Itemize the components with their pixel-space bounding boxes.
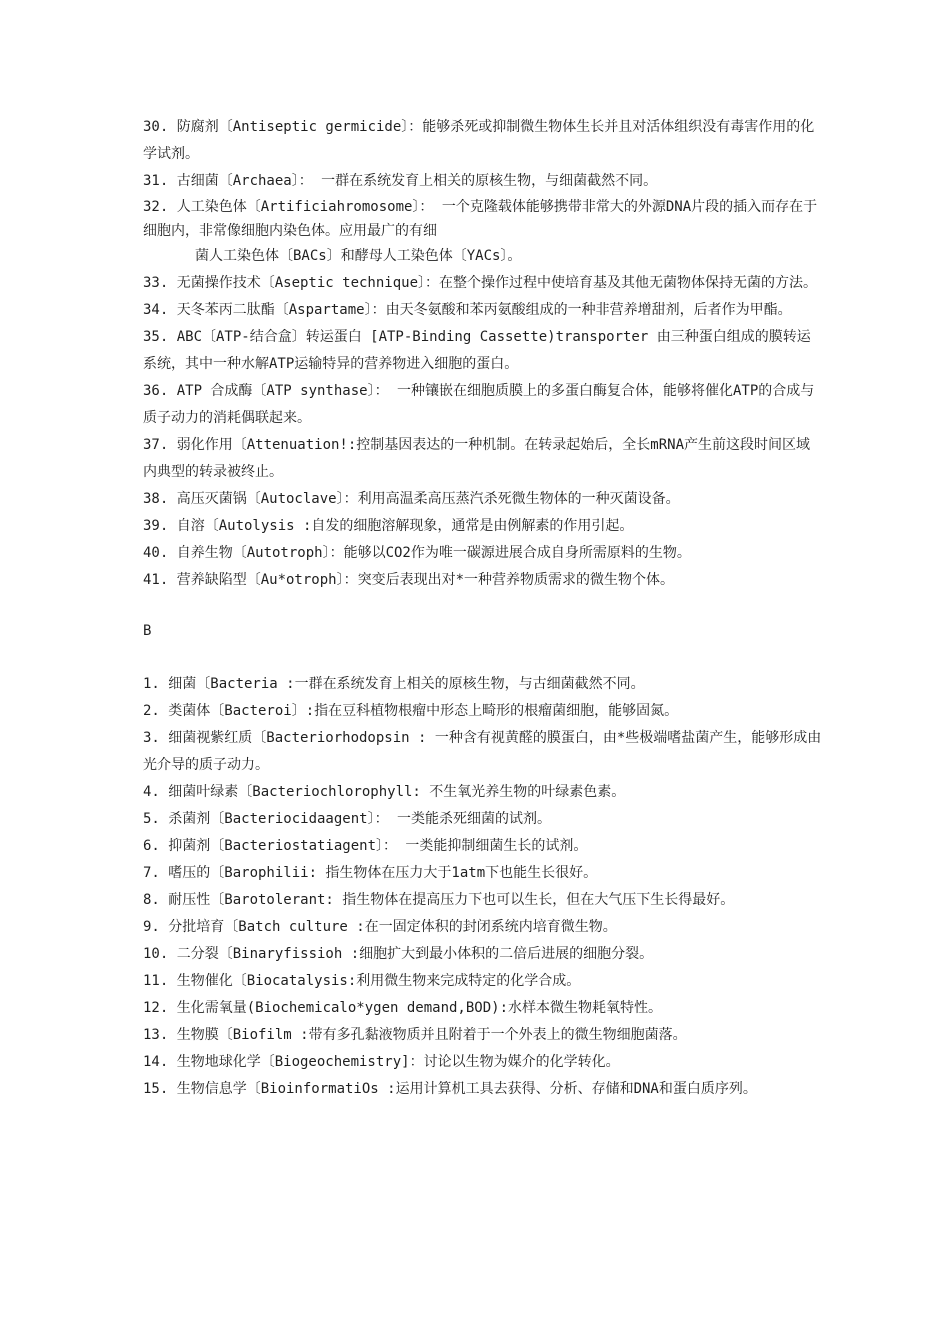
entry-b8: 8. 耐压性〔Barotolerant: 指生物体在提高压力下也可以生长，但在大气压下生长得最好。 (143, 892, 735, 908)
entry-32-continuation: 菌人工染色体〔BACs〕和酵母人工染色体〔YACs〕。 (195, 248, 522, 264)
entry-b7: 7. 嗜压的〔Barophilii: 指生物体在压力大于1atm下也能生长很好。 (143, 865, 598, 881)
entry-37: 37. 弱化作用〔Attenuation!:控制基因表达的一种机制。在转录起始后，全长mRNA产生前这段时间区域内典型的转录被终止。 (143, 437, 811, 480)
entry-b14: 14. 生物地球化学〔Biogeochemistry]：讨论以生物为媒介的化学转化。 (143, 1054, 620, 1070)
entry-30: 30. 防腐剂〔Antiseptic germicide〕：能够杀死或抑制微生物体生长并且对活体组织没有毒害作用的化学试剂。 (143, 119, 815, 162)
entry-b1: 1. 细菌〔Bacteria :一群在系统发育上相关的原核生物，与古细菌截然不同。 (143, 676, 645, 692)
entry-b3: 3. 细菌视紫红质〔Bacteriorhodopsin : 一种含有视黄醛的膜蛋白，由*些极端嗜盐菌产生，能够形成由光介导的质子动力。 (143, 730, 822, 773)
entry-b10: 10. 二分裂〔Binaryfissioh :细胞扩大到最小体积的二倍后进展的细胞分裂。 (143, 946, 654, 962)
entry-31: 31. 古细菌〔Archaea〕： 一群在系统发育上相关的原核生物，与细菌截然不同。 (143, 173, 658, 189)
entry-41: 41. 营养缺陷型〔Au*otroph〕：突变后表现出对*一种营养物质需求的微生物个体。 (143, 572, 675, 588)
entry-40: 40. 自养生物〔Autotroph〕：能够以CO2作为唯一碳源进展合成自身所需原料的生物。 (143, 545, 691, 561)
entry-36: 36. ATP 合成酶〔ATP synthase〕： 一种镶嵌在细胞质膜上的多蛋白酶复合体，能够将催化ATP的合成与质子动力的消耗偶联起来。 (143, 383, 815, 426)
entry-b5: 5. 杀菌剂〔Bacteriocidaagent〕： 一类能杀死细菌的试剂。 (143, 811, 552, 827)
entry-b13: 13. 生物膜〔Biofilm :带有多孔黏液物质并且附着于一个外表上的微生物细胞菌落。 (143, 1027, 687, 1043)
entry-35: 35. ABC〔ATP-结合盒〕转运蛋白 [ATP-Binding Cassette)transporter 由三种蛋白组成的膜转运系统，其中一种水解ATP运输特异的营养物进入细胞的蛋白。 (143, 329, 811, 372)
entry-b15: 15. 生物信息学〔BioinformatiOs :运用计算机工具去获得、分析、存储和DNA和蛋白质序列。 (143, 1081, 757, 1097)
entry-b4: 4. 细菌叶绿素〔Bacteriochlorophyll: 不生氧光养生物的叶绿素色素。 (143, 784, 626, 800)
entry-38: 38. 高压灭菌锅〔Autoclave〕：利用高温柔高压蒸汽杀死微生物体的一种灭菌设备。 (143, 491, 680, 507)
entry-b12: 12. 生化需氧量(Biochemicalo*ygen demand,BOD):水样本微生物耗氧特性。 (143, 1000, 663, 1016)
document-page (143, 114, 823, 1103)
entry-34: 34. 天冬苯丙二肽酯〔Aspartame〕：由天冬氨酸和苯丙氨酸组成的一种非营养增甜剂，后者作为甲酯。 (143, 302, 792, 318)
entry-39: 39. 自溶〔Autolysis :自发的细胞溶解现象，通常是由例解素的作用引起。 (143, 518, 634, 534)
entry-b6: 6. 抑菌剂〔Bacteriostatiagent〕： 一类能抑制细菌生长的试剂。 (143, 838, 588, 854)
entry-33: 33. 无菌操作技术〔Aseptic technique〕：在整个操作过程中使培育基及其他无菌物体保持无菌的方法。 (143, 275, 818, 291)
entry-b2: 2. 类菌体〔Bacteroi〕:指在豆科植物根瘤中形态上畸形的根瘤菌细胞，能够固氮。 (143, 703, 679, 719)
entry-32: 32. 人工染色体〔Artificiahromosome〕： 一个克隆载体能够携带非常大的外源DNA片段的插入而存在于细胞内，非常像细胞内染色体。应用最广的有细 (143, 199, 818, 239)
entry-b11: 11. 生物催化〔Biocatalysis:利用微生物来完成特定的化学合成。 (143, 973, 581, 989)
entry-b9: 9. 分批培育〔Batch culture :在一固定体积的封闭系统内培育微生物。 (143, 919, 617, 935)
section-heading-b: B (143, 623, 152, 639)
